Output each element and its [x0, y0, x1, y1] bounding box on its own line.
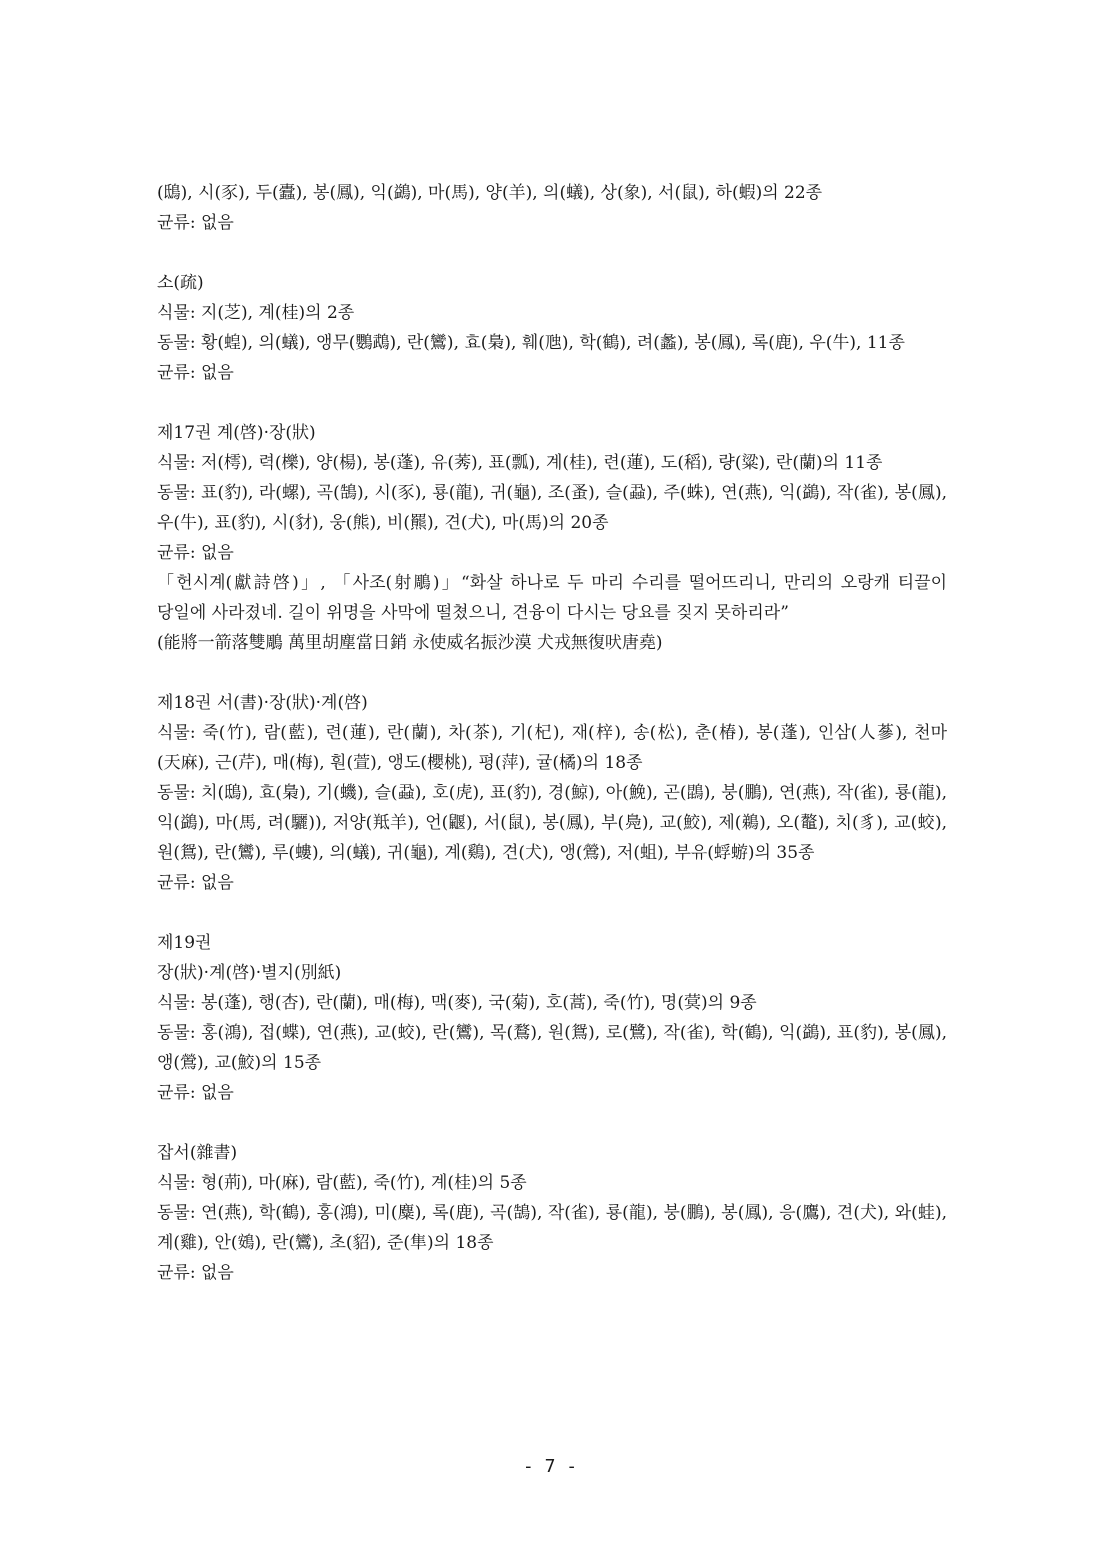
animals-line: 동물: 표(豹), 라(螺), 곡(鵠), 시(豕), 룡(龍), 귀(龜), 조(蚤), 슬(蝨), 주(蛛), 연(燕), 익(鷁), 작(雀), 봉(鳳), 우(牛), 표(豹), 시(豺), 웅(熊), 비(羆), 견(犬), 마(馬)의 20종 [157, 483, 947, 533]
plants-line: 식물: 형(荊), 마(麻), 람(藍), 죽(竹), 계(桂)의 5종 [157, 1173, 527, 1193]
section-heading: 잡서(雜書) [157, 1143, 238, 1163]
fungi-line: 균류: 없음 [157, 543, 234, 563]
plants-line: 식물: 저(樗), 력(櫟), 양(楊), 봉(蓬), 유(莠), 표(瓢), 계(桂), 련(蓮), 도(稻), 량(粱), 란(蘭)의 11종 [157, 453, 883, 473]
section-gap [157, 658, 947, 688]
animals-line: 동물: 황(蝗), 의(蟻), 앵무(鸚鵡), 란(鸞), 효(梟), 훼(虺), 학(鶴), 려(蠡), 봉(鳳), 록(鹿), 우(牛), 11종 [157, 333, 905, 353]
section-heading: 제19권 [157, 933, 212, 953]
section-gap [157, 1108, 947, 1138]
plants-line: 식물: 지(芝), 계(桂)의 2종 [157, 303, 355, 323]
fungi-line: 균류: 없음 [157, 213, 234, 233]
animals-line: 동물: 홍(鴻), 접(蝶), 연(燕), 교(蛟), 란(鸞), 목(鶩), 원(鴛), 로(鷺), 작(雀), 학(鶴), 익(鷁), 표(豹), 봉(鳳), 앵(鶯), 교(鮫)의 15종 [157, 1023, 947, 1073]
fungi-line: 균류: 없음 [157, 873, 234, 893]
section-heading: 소(疏) [157, 273, 204, 293]
animals-line: 동물: 치(鴟), 효(梟), 기(蟣), 슬(蝨), 호(虎), 표(豹), 경(鯨), 아(鮸), 곤(鵾), 붕(鵬), 연(燕), 작(雀), 룡(龍), 익(鷁), 마(馬, 려(驪)), 저양(羝羊), 언(鼴), 서(鼠), 봉(鳳), 부(鳧), 교(鮫), 제(鵜), 오(鼇), 치(豸), 교(蛟), 원(鴛), 란(鸞), 루(螻), 의(蟻), 귀(龜), 계(鷄), 견(犬), 앵(鶯), 저(蛆), 부유(蜉蝣)의 35종 [157, 783, 947, 863]
fungi-line: 균류: 없음 [157, 1263, 234, 1283]
quote-korean: 「헌시계(獻詩啓)」, 「사조(射鵰)」“화살 하나로 두 마리 수리를 떨어뜨리니, 만리의 오랑캐 티끌이 당일에 사라졌네. 길이 위명을 사막에 떨쳤으니, 견융이 다시는 당요를 짖지 못하리라” [157, 573, 947, 623]
fungi-line: 균류: 없음 [157, 1083, 234, 1103]
page-body [157, 178, 947, 1288]
animals-line: 동물: 연(燕), 학(鶴), 홍(鴻), 미(麋), 록(鹿), 곡(鵠), 작(雀), 룡(龍), 붕(鵬), 봉(鳳), 응(鷹), 견(犬), 와(蛙), 계(雞), 안(鴳), 란(鸞), 초(貂), 준(隼)의 18종 [157, 1203, 947, 1253]
plants-line: 식물: 죽(竹), 람(藍), 련(蓮), 란(蘭), 차(茶), 기(杞), 재(梓), 송(松), 춘(椿), 봉(蓬), 인삼(人蔘), 천마(天麻), 근(芹), 매(梅), 훤(萱), 앵도(櫻桃), 평(萍), 귤(橘)의 18종 [157, 723, 947, 773]
quote-chinese: (能將一箭落雙鵰 萬里胡塵當日銷 永使威名振沙漠 犬戎無復吠唐堯) [157, 633, 663, 653]
section-gap [157, 898, 947, 928]
fungi-line: 균류: 없음 [157, 363, 234, 383]
section-heading: 제18권 서(書)·장(狀)·계(啓) [157, 693, 368, 713]
section-gap [157, 238, 947, 268]
section-heading: 제17권 계(啓)·장(狀) [157, 423, 316, 443]
section-gap [157, 388, 947, 418]
animals-list-continuation: (鴟), 시(豕), 두(蠹), 봉(鳳), 익(鷁), 마(馬), 양(羊), 의(蟻), 상(象), 서(鼠), 하(蝦)의 22종 [157, 183, 823, 203]
plants-line: 식물: 봉(蓬), 행(杏), 란(蘭), 매(梅), 맥(麥), 국(菊), 호(蒿), 죽(竹), 명(蓂)의 9종 [157, 993, 757, 1013]
section-subheading: 장(狀)·계(啓)·별지(別紙) [157, 963, 342, 983]
page-number: - 7 - [522, 1456, 578, 1477]
